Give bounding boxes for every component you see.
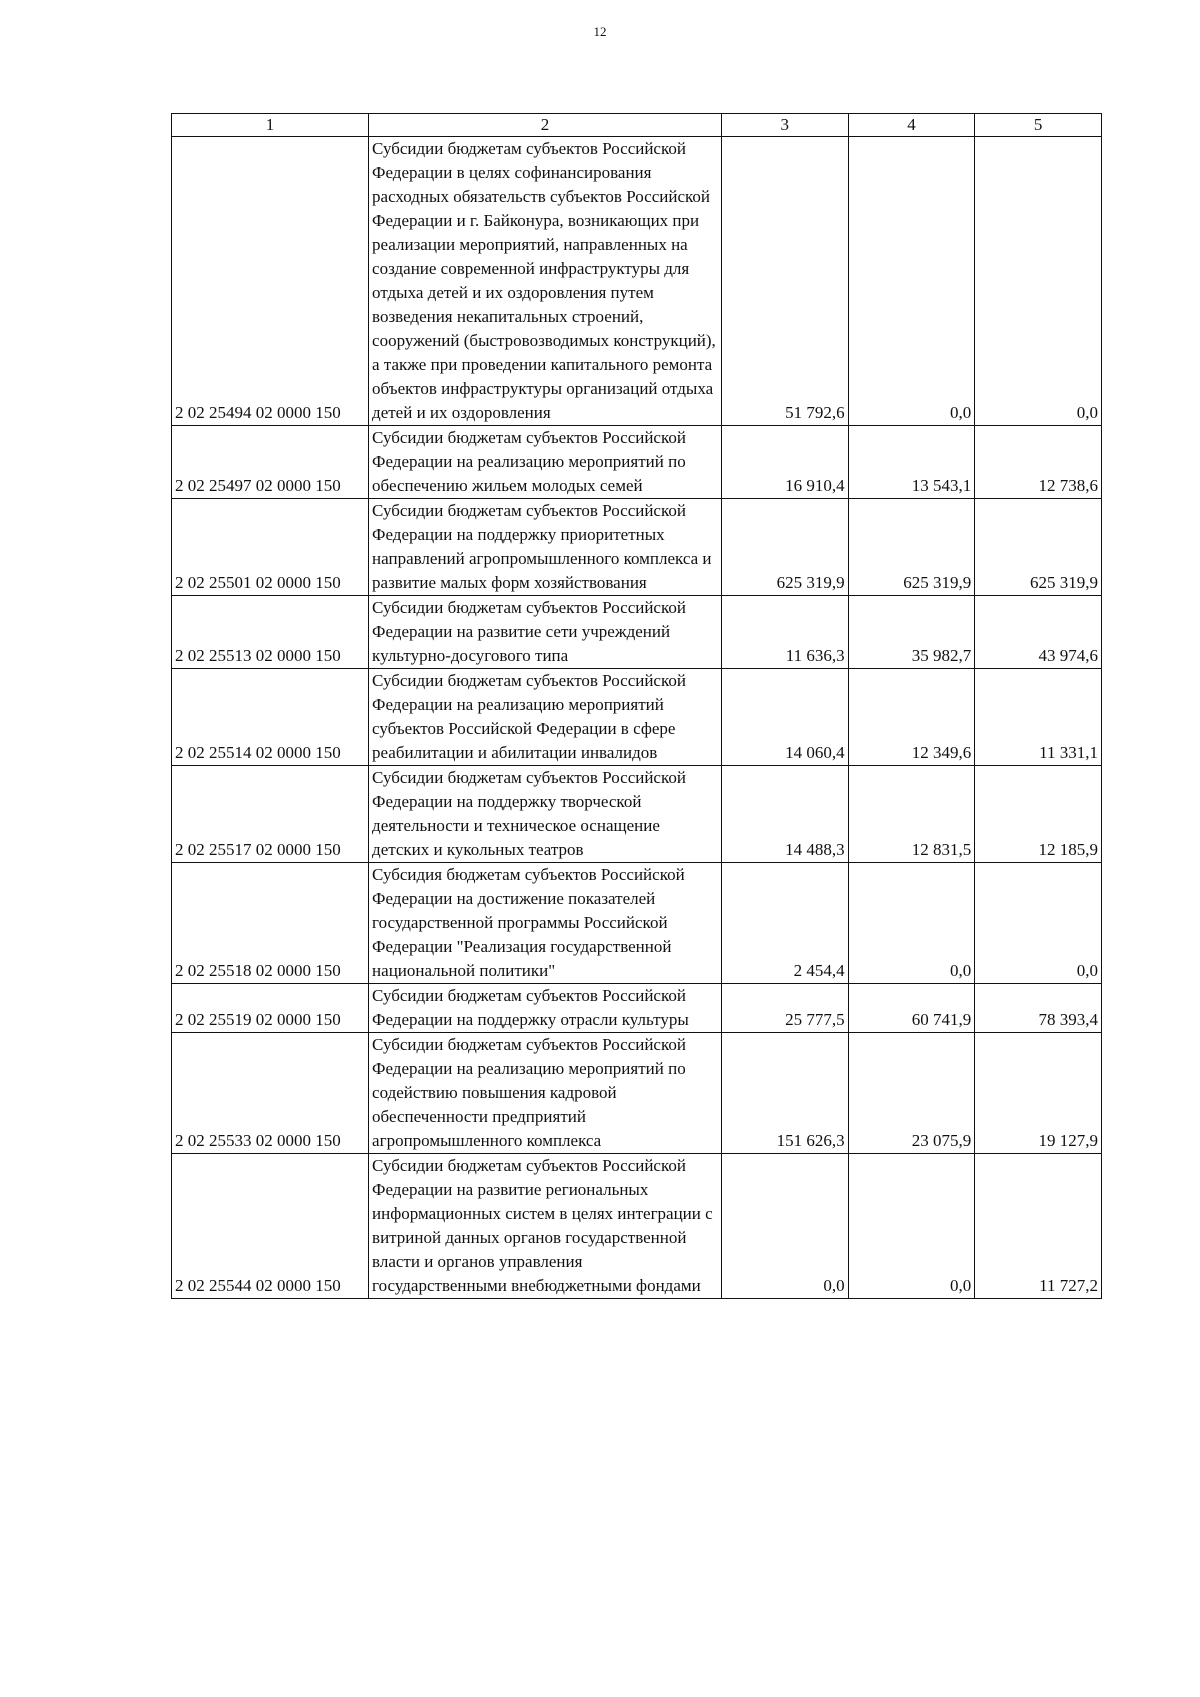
- table-header-row: [172, 114, 1102, 137]
- table-row: [172, 1033, 1102, 1154]
- subsidy-description: Субсидии бюджетам субъектов Российской Федерации в целях софинансирования расходных обязательств субъектов Российской Федерации и г. Байконура, возникающих при реализации мероприятий, направленных на создание современной инфраструктуры для отдыха детей и их оздоровления путем возведения некапитальных строений, сооружений (быстровозводимых конструкций), а также при проведении капитального ремонта объектов инфраструктуры организаций отдыха детей и их оздоровления: [369, 137, 722, 426]
- table-row: [172, 1154, 1102, 1299]
- amount-column-5: 11 331,1: [975, 669, 1102, 766]
- amount-column-5: 625 319,9: [975, 499, 1102, 596]
- amount-column-4: 625 319,9: [848, 499, 975, 596]
- amount-column-5: 12 185,9: [975, 766, 1102, 863]
- amount-column-5: 0,0: [975, 137, 1102, 426]
- amount-column-5: 19 127,9: [975, 1033, 1102, 1154]
- amount-column-5: 78 393,4: [975, 984, 1102, 1033]
- budget-code: 2 02 25497 02 0000 150: [172, 426, 369, 499]
- amount-column-3: 51 792,6: [721, 137, 848, 426]
- amount-column-3: 16 910,4: [721, 426, 848, 499]
- column-header-1: 1: [172, 114, 369, 137]
- table-row: [172, 766, 1102, 863]
- budget-code: 2 02 25519 02 0000 150: [172, 984, 369, 1033]
- subsidy-description: Субсидии бюджетам субъектов Российской Федерации на реализацию мероприятий по обеспечению жильем молодых семей: [369, 426, 722, 499]
- budget-code: 2 02 25518 02 0000 150: [172, 863, 369, 984]
- column-header-2: 2: [369, 114, 722, 137]
- amount-column-3: 625 319,9: [721, 499, 848, 596]
- subsidy-description: Субсидии бюджетам субъектов Российской Федерации на развитие региональных информационных систем в целях интеграции с витриной данных органов государственной власти и органов управления государственными внебюджетными фондами: [369, 1154, 722, 1299]
- amount-column-3: 2 454,4: [721, 863, 848, 984]
- amount-column-5: 12 738,6: [975, 426, 1102, 499]
- amount-column-4: 23 075,9: [848, 1033, 975, 1154]
- amount-column-4: 60 741,9: [848, 984, 975, 1033]
- amount-column-3: 151 626,3: [721, 1033, 848, 1154]
- table-row: [172, 669, 1102, 766]
- budget-code: 2 02 25501 02 0000 150: [172, 499, 369, 596]
- budget-code: 2 02 25544 02 0000 150: [172, 1154, 369, 1299]
- amount-column-5: 43 974,6: [975, 596, 1102, 669]
- amount-column-4: 0,0: [848, 863, 975, 984]
- budget-code: 2 02 25514 02 0000 150: [172, 669, 369, 766]
- amount-column-4: 0,0: [848, 137, 975, 426]
- amount-column-4: 12 349,6: [848, 669, 975, 766]
- amount-column-4: 13 543,1: [848, 426, 975, 499]
- amount-column-5: 0,0: [975, 863, 1102, 984]
- subsidy-description: Субсидия бюджетам субъектов Российской Федерации на достижение показателей государственной программы Российской Федерации "Реализация государственной национальной политики": [369, 863, 722, 984]
- subsidy-description: Субсидии бюджетам субъектов Российской Федерации на реализацию мероприятий по содействию повышения кадровой обеспеченности предприятий агропромышленного комплекса: [369, 1033, 722, 1154]
- table-row: [172, 499, 1102, 596]
- subsidy-description: Субсидии бюджетам субъектов Российской Федерации на реализацию мероприятий субъектов Российской Федерации в сфере реабилитации и абилитации инвалидов: [369, 669, 722, 766]
- column-header-3: 3: [721, 114, 848, 137]
- budget-code: 2 02 25513 02 0000 150: [172, 596, 369, 669]
- subsidy-description: Субсидии бюджетам субъектов Российской Федерации на развитие сети учреждений культурно-досугового типа: [369, 596, 722, 669]
- column-header-5: 5: [975, 114, 1102, 137]
- page-number: 12: [593, 24, 607, 39]
- budget-code: 2 02 25517 02 0000 150: [172, 766, 369, 863]
- budget-code: 2 02 25533 02 0000 150: [172, 1033, 369, 1154]
- amount-column-3: 25 777,5: [721, 984, 848, 1033]
- subsidy-description: Субсидии бюджетам субъектов Российской Федерации на поддержку приоритетных направлений агропромышленного комплекса и развитие малых форм хозяйствования: [369, 499, 722, 596]
- subsidy-description: Субсидии бюджетам субъектов Российской Федерации на поддержку творческой деятельности и техническое оснащение детских и кукольных театров: [369, 766, 722, 863]
- budget-code: 2 02 25494 02 0000 150: [172, 137, 369, 426]
- table-row: [172, 137, 1102, 426]
- column-header-4: 4: [848, 114, 975, 137]
- amount-column-4: 35 982,7: [848, 596, 975, 669]
- table-row: [172, 863, 1102, 984]
- table-row: [172, 984, 1102, 1033]
- table-row: [172, 596, 1102, 669]
- amount-column-4: 0,0: [848, 1154, 975, 1299]
- budget-table: [171, 113, 1102, 1299]
- subsidy-description: Субсидии бюджетам субъектов Российской Федерации на поддержку отрасли культуры: [369, 984, 722, 1033]
- amount-column-3: 0,0: [721, 1154, 848, 1299]
- amount-column-3: 11 636,3: [721, 596, 848, 669]
- amount-column-3: 14 060,4: [721, 669, 848, 766]
- table-row: [172, 426, 1102, 499]
- amount-column-5: 11 727,2: [975, 1154, 1102, 1299]
- amount-column-4: 12 831,5: [848, 766, 975, 863]
- amount-column-3: 14 488,3: [721, 766, 848, 863]
